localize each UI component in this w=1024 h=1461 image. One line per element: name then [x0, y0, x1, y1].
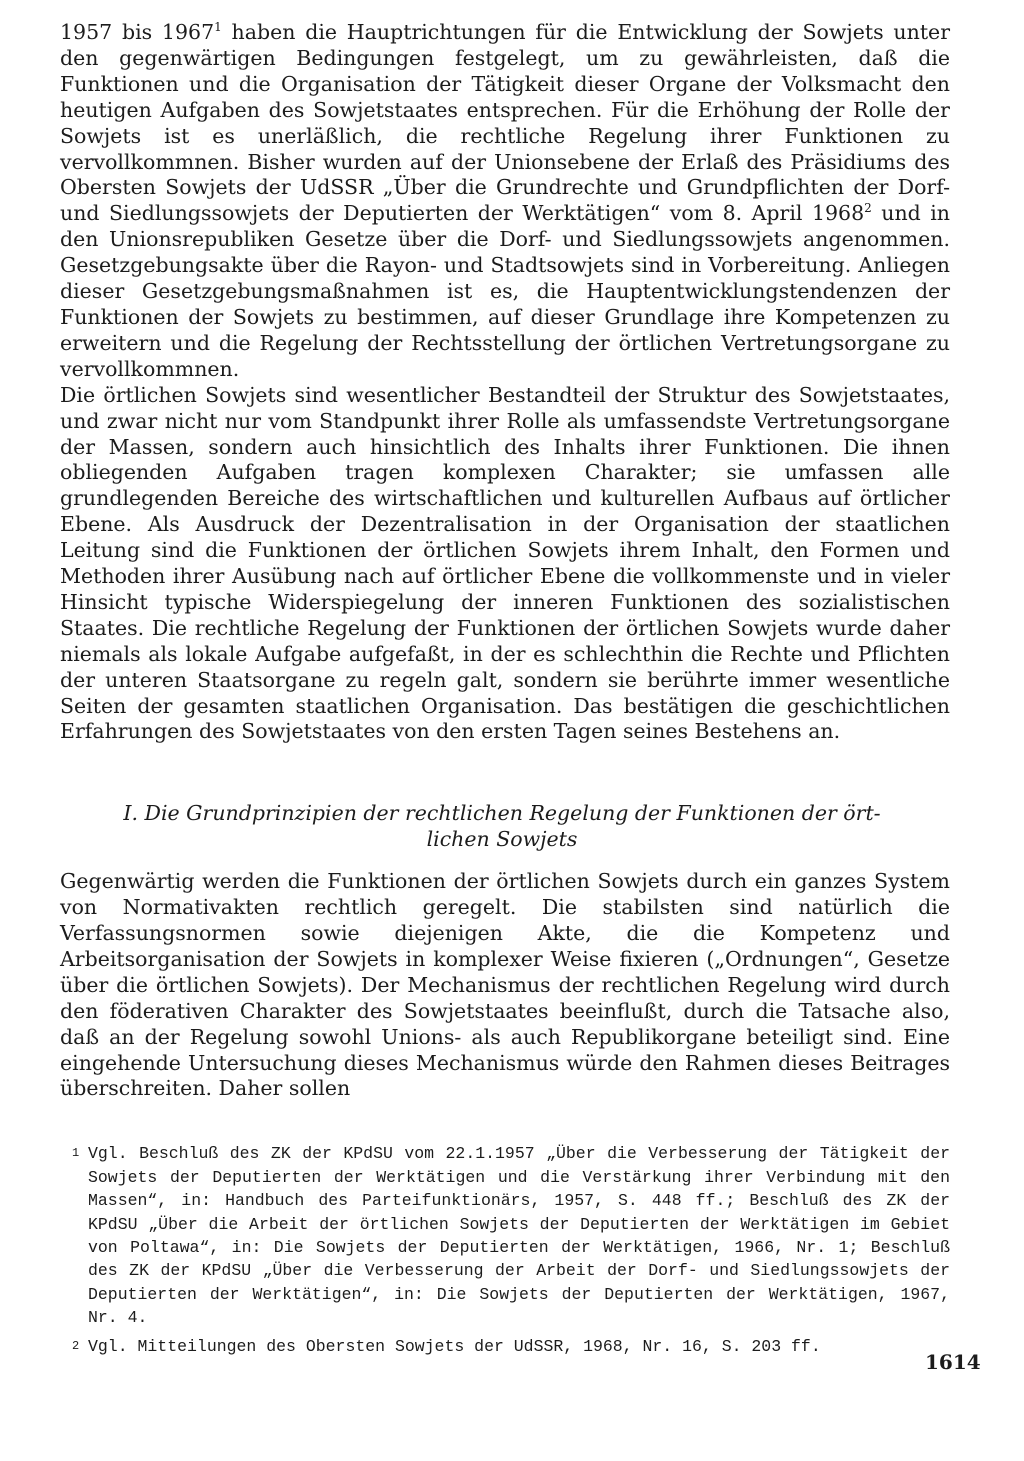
paragraph-1: [60, 20, 950, 383]
paragraph-3: Gegenwärtig werden die Funktionen der örtlichen Sowjets durch ein ganzes System von Normativakten rechtlich geregelt. Die stabilsten sind natürlich die Verfassungsnormen sowie diejenigen Akte, die die Kompetenz und Arbeitsorganisation der Sowjets in komplexer Weise fixieren („Ordnungen“, Gesetze über die örtlichen Sowjets). Der Mechanismus der rechtlichen Regelung wird durch den föderativen Charakter des Sowjetstaates beeinflußt, durch die Tatsache also, daß an der Regelung sowohl Unions- als auch Republikorgane beteiligt sind. Eine eingehende Untersuchung dieses Mechanismus würde den Rahmen dieses Beitrages überschreiten. Daher sollen: [60, 869, 950, 1101]
page-content: [60, 20, 950, 1358]
footnotes: [60, 1142, 950, 1358]
section-heading-line-1: I. Die Grundprinzipien der rechtlichen Regelung der Funktionen der ört-: [123, 801, 881, 826]
footnote-number: 2: [72, 1338, 80, 1353]
paragraph-1-part-1: 1957 bis 1967: [60, 20, 215, 44]
footnote-2: [60, 1335, 950, 1358]
footnote-ref-1: 1: [214, 20, 222, 34]
footnote-ref-2: 2: [864, 201, 872, 216]
section-text: [60, 869, 950, 1102]
section-heading: [60, 801, 944, 853]
paragraph-2: Die örtlichen Sowjets sind wesentlicher Bestandteil der Struktur des Sowjetstaates, und zwar nicht nur vom Standpunkt ihrer Rolle als umfassendste Vertretungsorgane der Massen, sondern auch hinsichtlich des Inhalts ihrer Funktionen. Die ihnen obliegenden Aufgaben tragen komplexen Charakter; sie umfassen alle grundlegenden Bereiche des wirtschaftlichen und kulturellen Aufbaus auf örtlicher Ebene. Als Ausdruck der Dezentralisation in der Organisation der staatlichen Leitung sind die Funktionen der örtlichen Sowjets ihrem Inhalt, den Formen und Methoden ihrer Ausübung nach auf örtlicher Ebene die vollkommenste und in vieler Hinsicht typische Widerspiegelung der inneren Funktionen des sozialistischen Staates. Die rechtliche Regelung der Funktionen der örtlichen Sowjets wurde daher niemals als lokale Aufgabe aufgefaßt, in der es schlechthin die Rechte und Pflichten der unteren Staatsorgane zu regeln galt, sondern sie berührte immer wesentliche Seiten der gesamten staatlichen Organisation. Das bestätigen die geschichtlichen Erfahrungen des Sowjetstaates von den ersten Tagen seines Bestehens an.: [60, 382, 950, 744]
page-number: 1614: [925, 1350, 981, 1374]
paragraph-1-part-3: und in den Unionsrepubliken Gesetze über die Dorf- und Siedlungssowjets angenommen. Gesetzgebungsakte über die Rayon- und Stadtsowjets sind in Vorbereitung. Anliegen dieser Gesetzgebungsmaßnahmen ist es, die Hauptentwicklungstendenzen der Funktionen der Sowjets zu bestimmen, auf dieser Grundlage ihre Kompetenzen zu erweitern und die Regelung der Rechtsstellung der örtlichen Vertretungsorgane zu vervollkommnen.: [60, 201, 951, 381]
main-text: [60, 20, 950, 745]
paragraph-1-part-2: haben die Hauptrichtungen für die Entwicklung der Sowjets unter den gegenwärtigen Bedingungen festgelegt, um zu gewährleisten, daß die Funktionen und die Organisation der Tätigkeit dieser Organe der Volksmacht den heutigen Aufgaben des Sowjetstaates entsprechen. Für die Erhöhung der Rolle der Sowjets ist es unerläßlich, die rechtliche Regelung ihrer Funktionen zu vervollkommnen. Bisher wurden auf der Unionsebene der Erlaß des Präsidiums des Obersten Sowjets der UdSSR „Über die Grundrechte und Grundpflichten der Dorf- und Siedlungssowjets der Deputierten der Werktätigen“ vom 8. April 1968: [60, 20, 950, 226]
footnote-text: Vgl. Mitteilungen des Obersten Sowjets der UdSSR, 1968, Nr. 16, S. 203 ff.: [88, 1336, 821, 1356]
footnote-1: [60, 1142, 950, 1329]
section-heading-line-2: lichen Sowjets: [426, 827, 578, 852]
footnote-number: 1: [72, 1146, 80, 1161]
footnote-text: Vgl. Beschluß des ZK der KPdSU vom 22.1.1957 „Über die Verbesserung der Tätigkeit der Sowjets der Deputierten der Werktätigen und die Verstärkung ihrer Verbindung mit den Massen“, in: Handbuch des Parteifunktionärs, 1957, S. 448 ff.; Beschluß des ZK der KPdSU „Über die Arbeit der örtlichen Sowjets der Deputierten der Werktätigen im Gebiet von Poltawa“, in: Die Sowjets der Deputierten der Werktätigen, 1966, Nr. 1; Beschluß des ZK der KPdSU „Über die Verbesserung der Arbeit der Dorf- und Siedlungssowjets der Deputierten der Werktätigen“, in: Die Sowjets der Deputierten der Werktätigen, 1967, Nr. 4.: [88, 1144, 950, 1328]
